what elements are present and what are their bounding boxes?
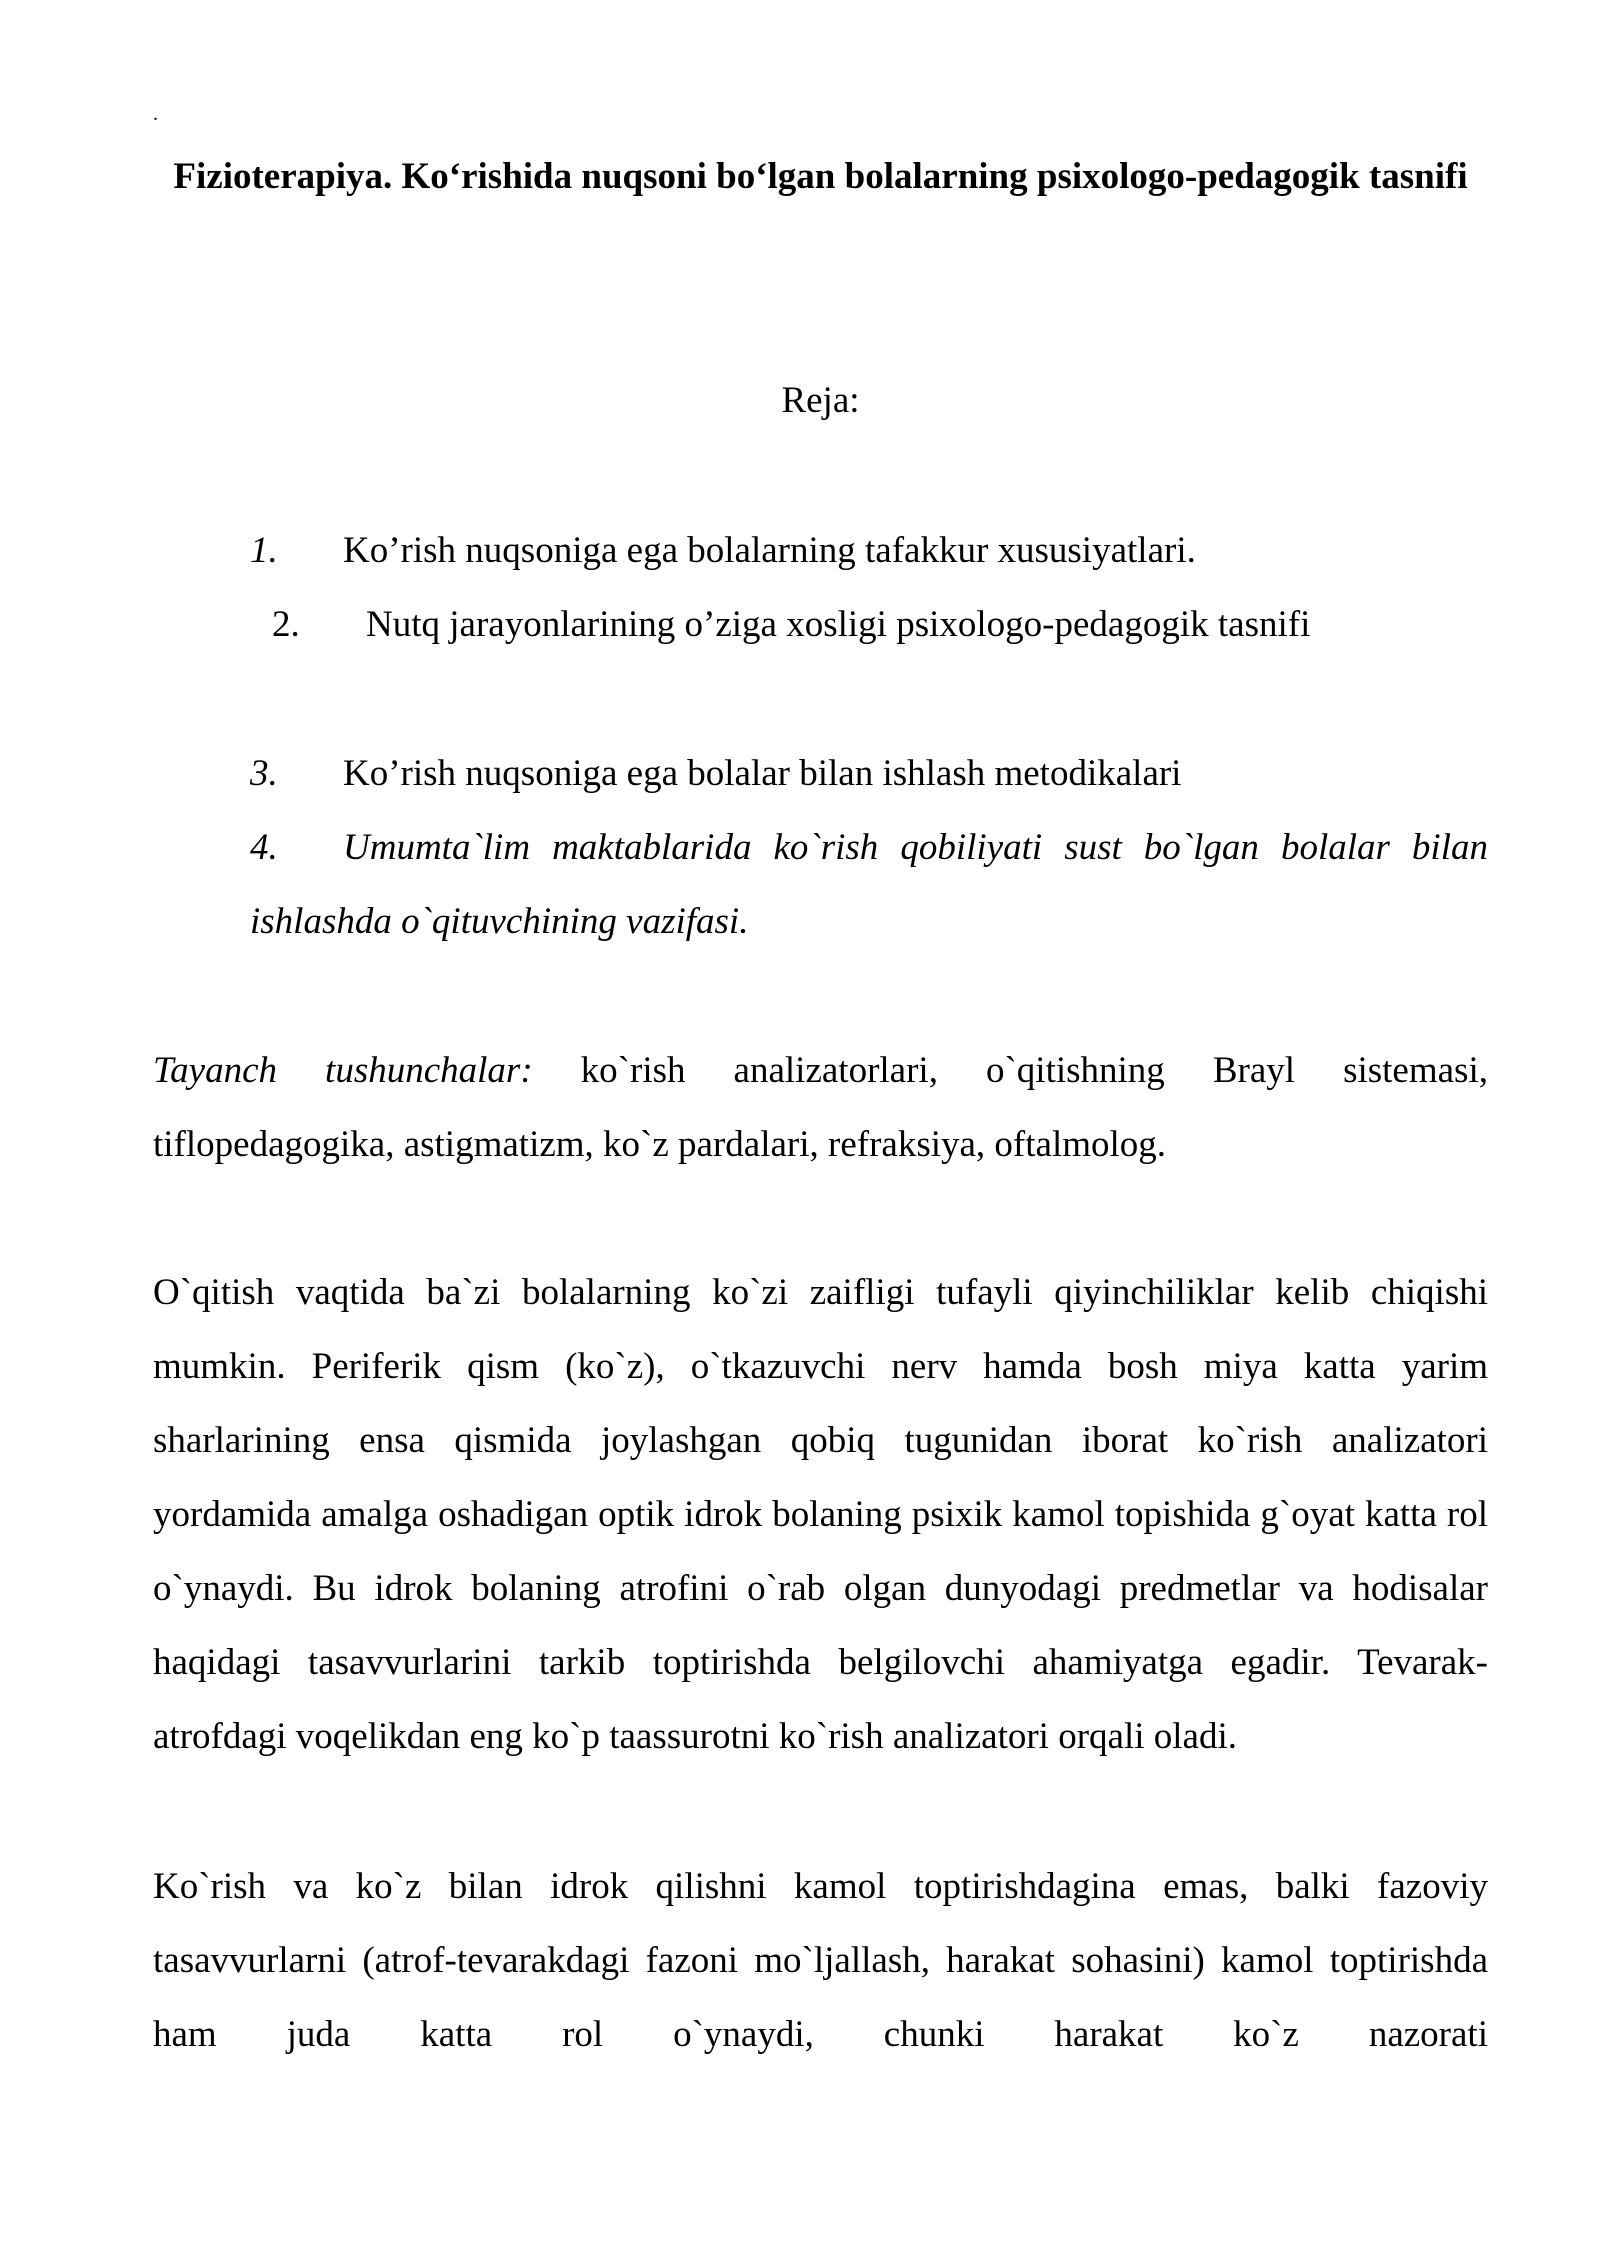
plan-item-text: Ko’rish nuqsoniga ega bolalarning tafakkur xususiyatlari. xyxy=(343,530,1196,571)
plan-heading: Reja: xyxy=(781,380,860,421)
document-title: Fizioterapiya. Ko‘rishida nuqsoni bo‘lgan bolalarning psixologo-pedagogik tasnifi xyxy=(173,156,1468,197)
plan-item-number: 3. xyxy=(250,753,278,794)
body-paragraph: O`qitish vaqtida ba`zi bolalarning ko`zi zaifligi tufayli qiyinchiliklar kelib chiqishi mumkin. Periferik qism (ko`z), o`tkazuvchi nerv hamda bosh miya katta yarim sharlarining ensa qismida joylashgan qobiq tugunidan iborat ko`rish analizatori yordamida amalga oshadigan optik idrok bolaning psixik kamol topishida g`oyat katta rol o`ynaydi. Bu idrok bolaning atrofini o`rab olgan dunyodagi predmetlar va hodisalar haqidagi tasavvurlarini tarkib toptirishda belgilovchi ahamiyatga egadir. Tevarak-atrofdagi voqelikdan eng ko`p taassurotni ko`rish analizatori orqali oladi. xyxy=(153,1272,1488,1757)
keywords-label: Tayanch tushunchalar: xyxy=(153,1050,533,1091)
plan-item-number: 2. xyxy=(272,604,300,645)
plan-item-number: 1. xyxy=(250,530,278,571)
keywords-paragraph xyxy=(153,1034,1488,1182)
body-paragraph: Ko`rish va ko`z bilan idrok qilishni kamol toptirishdagina emas, balki fazoviy tasavvurlarni (atrof-tevarakdagi fazoni mo`ljallash, harakat sohasini) kamol toptirishda ham juda katta rol o`ynaydi, chunki harakat ko`z nazorati xyxy=(153,1866,1488,2055)
plan-item-text: Nutq jarayonlarining o’ziga xosligi psixologo-pedagogik tasnifi xyxy=(366,604,1311,645)
plan-item-text: Umumta`lim maktablarida ko`rish qobiliyati sust bo`lgan bolalar bilan ishlashda o`qituvchining vazifasi. xyxy=(250,827,1488,942)
plan-item-text: Ko’rish nuqsoniga ega bolalar bilan ishlash metodikalari xyxy=(343,753,1182,794)
plan-item xyxy=(250,811,1488,959)
page-mark: . xyxy=(153,103,158,125)
plan-item-number: 4. xyxy=(250,827,278,868)
keywords-text: ko`rish analizatorlari, o`qitishning Brayl sistemasi, tiflopedagogika, astigmatizm, ko`z pardalari, refraksiya, oftalmolog. xyxy=(153,1050,1488,1165)
